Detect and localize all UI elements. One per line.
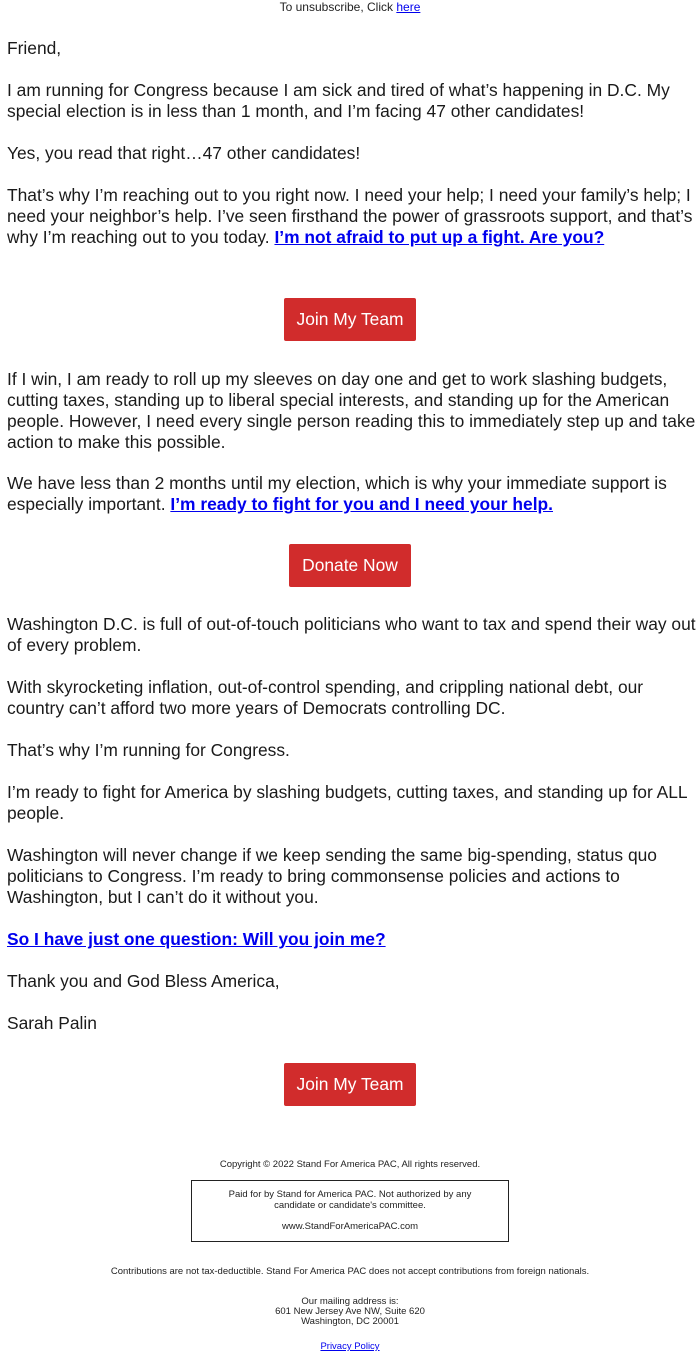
join-team-button-1[interactable]: Join My Team bbox=[284, 298, 416, 341]
signoff: Thank you and God Bless America, bbox=[7, 971, 280, 991]
paragraph-5-text: We have less than 2 months until my election, which is why your immediate support is especially important. bbox=[7, 473, 667, 514]
paragraph-2: Yes, you read that right…47 other candidates! bbox=[7, 143, 361, 163]
paid-for-box bbox=[191, 1180, 509, 1242]
paragraph-1: I am running for Congress because I am sick and tired of what’s happening in D.C. My special election is in less than 1 month, and I’m facing 47 other candidates! bbox=[7, 80, 670, 121]
mailing-label: Our mailing address is: bbox=[301, 1296, 399, 1307]
signature: Sarah Palin bbox=[7, 1013, 97, 1033]
unsubscribe-text: To unsubscribe, Click bbox=[279, 0, 397, 14]
address-line-1: 601 New Jersey Ave NW, Suite 620 bbox=[275, 1306, 425, 1317]
privacy-line bbox=[0, 1341, 700, 1352]
paragraph-6: Washington D.C. is full of out-of-touch politicians who want to tax and spend their way out of every problem. bbox=[7, 614, 696, 655]
paragraph-3 bbox=[7, 185, 697, 248]
paragraph-4: If I win, I am ready to roll up my sleeves on day one and get to work slashing budgets, cutting taxes, standing up to liberal special interests, and standing up for the American people. However, I need every single person reading this to immediately step up and take action to make this possible. bbox=[7, 369, 696, 452]
unsubscribe-line bbox=[0, 0, 700, 14]
paragraph-7: With skyrocketing inflation, out-of-control spending, and crippling national debt, our country can’t afford two more years of Democrats controlling DC. bbox=[7, 677, 644, 718]
greeting: Friend, bbox=[7, 38, 62, 58]
address-line-2: Washington, DC 20001 bbox=[301, 1316, 399, 1327]
privacy-policy-link[interactable]: Privacy Policy bbox=[320, 1341, 380, 1352]
copyright: Copyright © 2022 Stand For America PAC, All rights reserved. bbox=[219, 1159, 481, 1170]
paragraph-5 bbox=[7, 473, 697, 515]
paragraph-11 bbox=[7, 929, 697, 950]
ready-to-fight-link[interactable]: I’m ready to fight for you and I need your help. bbox=[170, 494, 553, 514]
unsubscribe-link[interactable]: here bbox=[396, 0, 421, 14]
paragraph-8: That’s why I’m running for Congress. bbox=[7, 740, 290, 760]
donate-now-button[interactable]: Donate Now bbox=[289, 544, 411, 587]
website-text: www.StandForAmericaPAC.com bbox=[281, 1221, 419, 1232]
paragraph-10: Washington will never change if we keep sending the same big-spending, status quo politicians to Congress. I’m ready to bring commonsense policies and actions to Washington, but I can’t do it without you. bbox=[7, 845, 657, 907]
disclaimer: Contributions are not tax-deductible. Stand For America PAC does not accept contributions from foreign nationals. bbox=[110, 1266, 590, 1277]
join-team-button-2[interactable]: Join My Team bbox=[284, 1063, 416, 1106]
join-me-link[interactable]: So I have just one question: Will you join me? bbox=[7, 929, 386, 949]
paragraph-3-text: That’s why I’m reaching out to you right now. I need your help; I need your family’s help; I need your neighbor’s help. I’ve seen firsthand the power of grassroots support, and that’s why I’m reaching out to you today. bbox=[7, 185, 693, 247]
paragraph-9: I’m ready to fight for America by slashing budgets, cutting taxes, and standing up for ALL people. bbox=[7, 782, 687, 823]
fight-link[interactable]: I’m not afraid to put up a fight. Are you? bbox=[274, 227, 605, 247]
paid-for-text: Paid for by Stand for America PAC. Not authorized by any candidate or candidate's committee. bbox=[228, 1189, 472, 1211]
